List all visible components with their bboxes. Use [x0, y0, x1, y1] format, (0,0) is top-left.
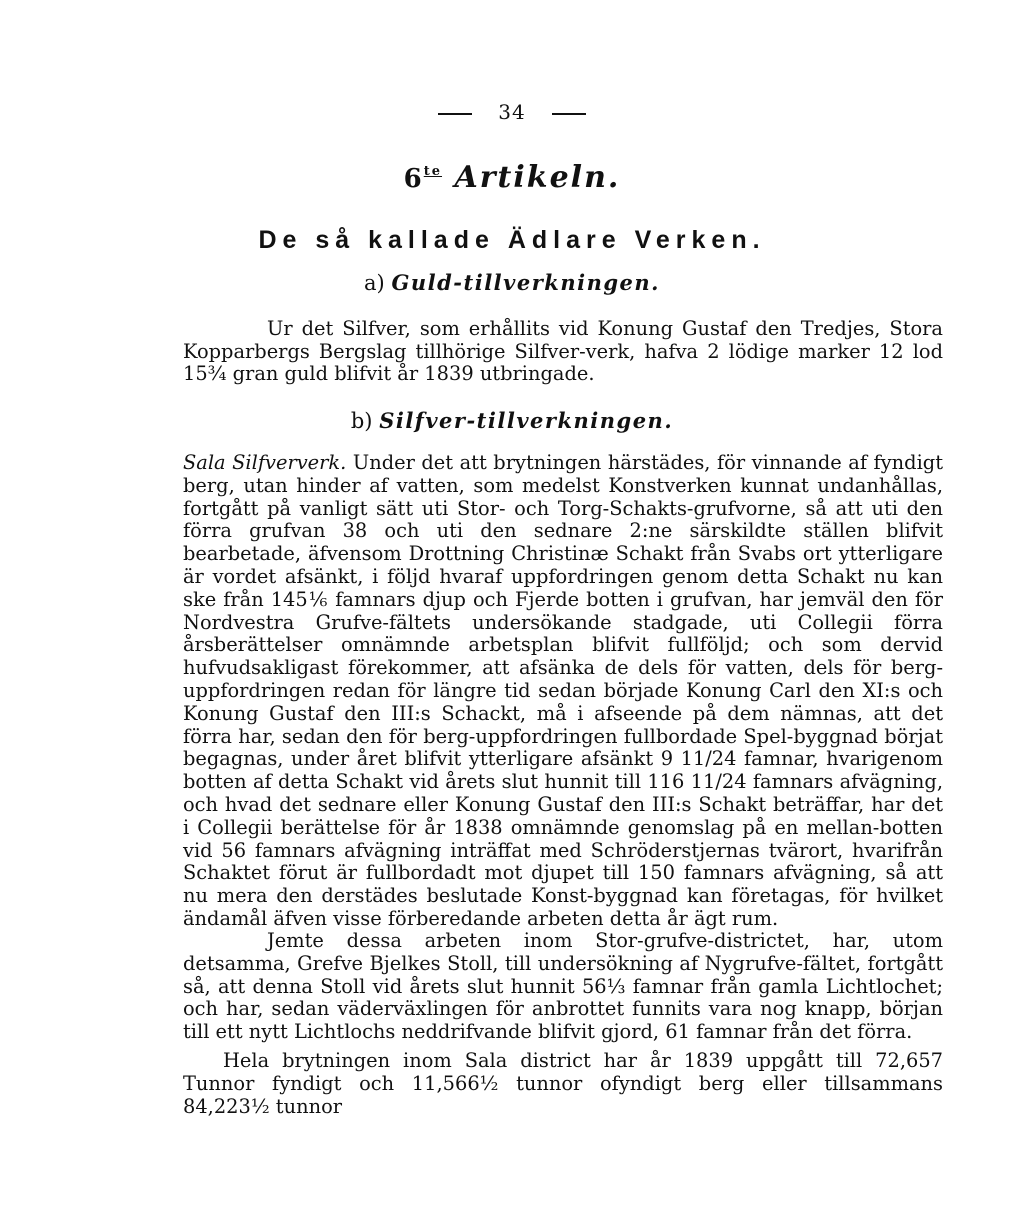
article-number-suffix: te [423, 164, 443, 179]
section-b-title: Silfver-tillverkningen. [379, 408, 674, 433]
left-dash [438, 113, 472, 115]
section-a-title: Guld-tillverkningen. [391, 270, 660, 295]
paragraph-sala [183, 452, 943, 931]
paragraph-sala-lead: Sala Silfververk. [183, 451, 347, 474]
paragraph-stoll: Jemte dessa arbeten inom Stor-grufve-districtet, har, utom detsamma, Grefve Bjelkes Stoll, till undersökning af Nygrufve-fältet, fortgått så, att denna Stoll vid årets slut hunnit 56⅓ famnar från gamla Lichtlochet; och har, sedan väderväxlingen för anbrottet funnits vara nog knapp, början till ett nytt Lichtlochs neddrifvande blifvit gjord, 61 famnar från det förra. [183, 929, 943, 1044]
chapter-subtitle: De så kallade Ädlare Verken. [258, 226, 766, 254]
paragraph-sala-text: Under det att brytningen härstädes, för vinnande af fyndigt berg, utan hinder af vatten, som medelst Konstverken kunnat undanhållas, fortgått på vanligt sätt uti Stor- och Torg-Schakts-grufvorne, så att uti den förra grufvan 38 och uti den sednare 2:ne särskildte ställen blifvit bearbetade, äfvensom Drottning Christinæ Schakt från Svabs ort ytterligare är vordet afsänkt, i följd hvaraf uppfordringen genom detta Schakt nu kan ske från 145⅙ famnars djup och Fjerde botten i grufvan, har jemväl den för Nordvestra Grufve-fältets undersökande stadgade, uti Collegii förra årsberättelser omnämnde arbetsplan blifvit fullföljd; och som dervid hufvudsakligast förekommer, att afsänka de dels för vatten, dels för berg-uppfordringen redan för längre tid sedan började Konung Carl den XI:s och Konung Gustaf den III:s Schackt, må i afseende på dem nämnas, att det förra har, sedan den för berg-uppfordringen fullbordade Spel-byggnad börjat begagnas, under året blifvit ytterligare afsänkt 9 11/24 famnar, hvarigenom botten af detta Schakt vid årets slut hunnit till 116 11/24 famnars afvägning, och hvad det sednare eller Konung Gustaf den III:s Schakt beträffar, har det i Collegii berättelse för år 1838 omnämnde genomslag på en mellan-botten vid 56 famnars afvägning inträffat med Schröderstjernas tvärort, hvarifrån Schaktet förut är fullbordadt mot djupet till 150 famnars afvägning, så att nu mera den derstädes beslutade Konst-byggnad kan företagas, för hvilket ändamål äfven visse förberedande arbeten detta år ägt rum. [183, 451, 943, 930]
article-heading [0, 160, 1024, 195]
page-number-text: 34 [498, 100, 526, 124]
page-number [0, 100, 1024, 124]
section-heading-gold [0, 270, 1024, 295]
paragraph-total: Hela brytningen inom Sala district har år 1839 uppgått till 72,657 Tunnor fyndigt och 11,566½ tunnor ofyndigt berg eller tillsammans 84,223½ tunnor [183, 1049, 943, 1118]
section-heading-silver [0, 408, 1024, 433]
right-dash [552, 113, 586, 115]
article-number: 6 [403, 164, 424, 194]
paragraph-gold: Ur det Silfver, som erhållits vid Konung Gustaf den Tredjes, Stora Kopparbergs Bergslag tillhörige Silfver-verk, hafva 2 lödige marker 12 lod 15¾ gran guld blifvit år 1839 utbringade. [183, 317, 943, 385]
section-a-label: a) [364, 271, 385, 295]
section-b-label: b) [350, 409, 373, 433]
article-word: Artikeln. [454, 160, 621, 195]
